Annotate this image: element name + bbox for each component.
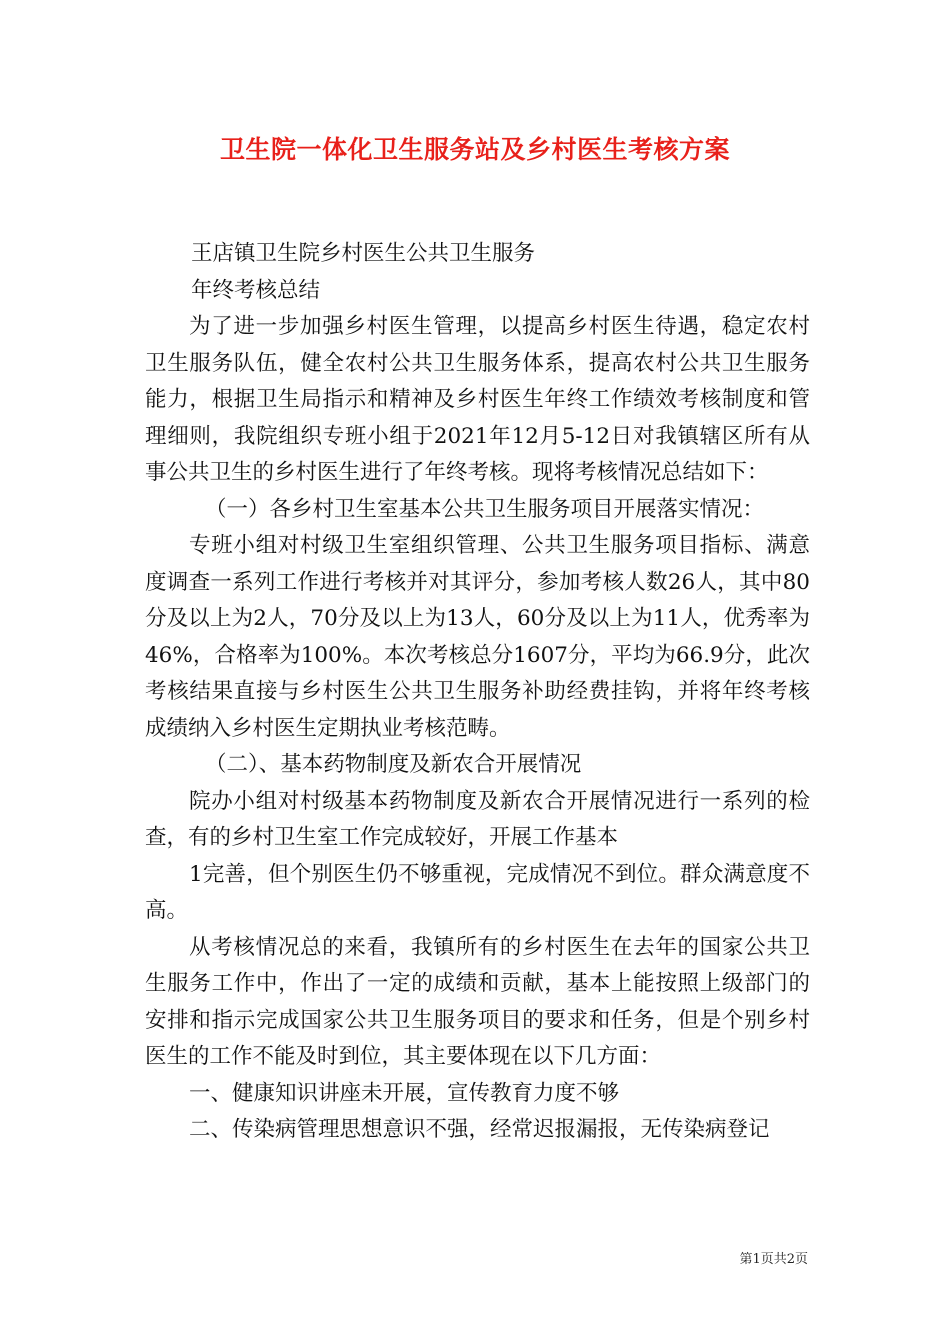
paragraph-summary: 从考核情况总的来看，我镇所有的乡村医生在去年的国家公共卫生服务工作中，作出了一定的成绩和贡献，基本上能按照上级部门的安排和指示完成国家公共卫生服务项目的要求和任务，但是个别乡村医生的工作不能及时到位，其主要体现在以下几方面：: [145, 934, 810, 1069]
subtitle-line-1: 王店镇卫生院乡村医生公共卫生服务: [191, 241, 536, 266]
paragraph-assessment: 专班小组对村级卫生室组织管理、公共卫生服务项目指标、满意度调查一系列工作进行考核并对其评分，参加考核人数26人，其中80分及以上为2人，70分及以上为13人，60分及以上为11人，优秀率为46%，合格率为100%。本次考核总分1607分，平均为66.9分，此次考核结果直接与乡村医生公共卫生服务补助经费挂钩，并将年终考核成绩纳入乡村医生定期执业考核范畴。: [145, 533, 810, 741]
section-heading-2: （二）、基本药物制度及新农合开展情况: [205, 752, 582, 777]
paragraph-intro: 为了进一步加强乡村医生管理，以提高乡村医生待遇，稳定农村卫生服务队伍，健全农村公共卫生服务体系，提高农村公共卫生服务能力，根据卫生局指示和精神及乡村医生年终工作绩效考核制度和管理细则，我院组织专班小组于2021年12月5-12日对我镇辖区所有从事公共卫生的乡村医生进行了年终考核。现将考核情况总结如下：: [145, 314, 810, 485]
paragraph-inspection: 院办小组对村级基本药物制度及新农合开展情况进行一系列的检查，有的乡村卫生室工作完成较好，开展工作基本: [145, 788, 810, 850]
document-body: [145, 236, 810, 1149]
list-item-1: 一、健康知识讲座未开展，宣传教育力度不够: [189, 1080, 620, 1106]
subtitle-line-2: 年终考核总结: [191, 277, 321, 303]
paragraph-inspection-cont: 1完善，但个别医生仍不够重视，完成情况不到位。群众满意度不高。: [145, 861, 810, 923]
page-number: 第1页共2页: [739, 1252, 808, 1267]
section-heading-1: （一）各乡村卫生室基本公共卫生服务项目开展落实情况：: [205, 496, 765, 522]
list-item-2: 二、传染病管理思想意识不强，经常迟报漏报，无传染病登记: [189, 1117, 770, 1142]
document-title: 卫生院一体化卫生服务站及乡村医生考核方案: [219, 135, 730, 164]
